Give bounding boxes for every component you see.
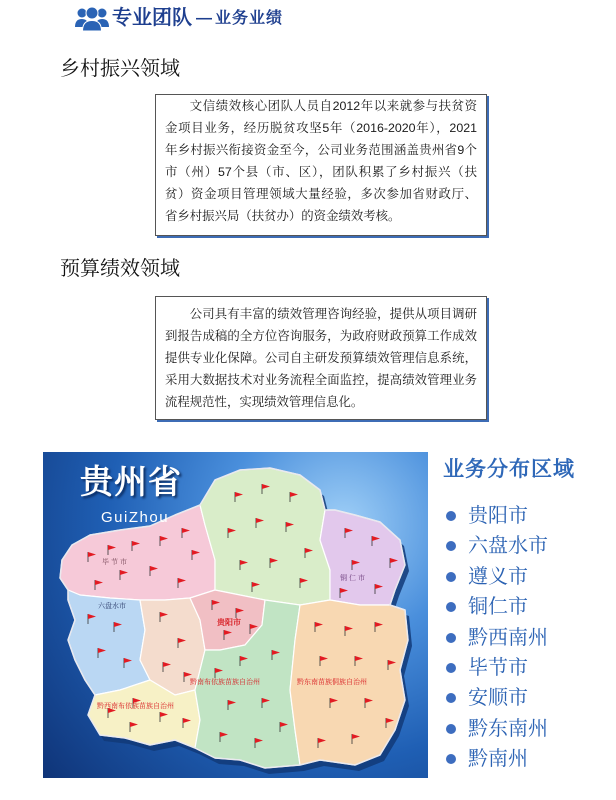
distribution-item-label: 黔东南州 bbox=[468, 717, 548, 740]
distribution-item-label: 六盘水市 bbox=[468, 535, 548, 558]
distribution-item-label: 贵阳市 bbox=[468, 504, 528, 527]
paragraph-line: 到报告成稿的全方位咨询服务，为政府财政预算工作成效 bbox=[165, 329, 477, 343]
budget-performance-textbox bbox=[155, 296, 487, 420]
paragraph-line: 文信绩效核心团队人员自2012年以来就参与扶贫资 bbox=[189, 99, 477, 113]
paragraph-line: 省乡村振兴局（扶贫办）的资金绩效考核。 bbox=[165, 209, 401, 223]
distribution-item-label: 铜仁市 bbox=[468, 596, 528, 619]
distribution-item-label: 安顺市 bbox=[468, 687, 528, 710]
map-subtitle: GuiZhou bbox=[101, 509, 170, 526]
distribution-item bbox=[443, 622, 548, 652]
distribution-item-label: 毕节市 bbox=[468, 656, 528, 679]
distribution-item-label: 黔西南州 bbox=[468, 626, 548, 649]
dot-icon bbox=[446, 633, 456, 643]
paragraph-line: 公司具有丰富的绩效管理咨询经验，提供从项目调研 bbox=[189, 307, 477, 321]
distribution-title: 业务分布区域 bbox=[443, 458, 575, 481]
region-tongren bbox=[320, 510, 405, 605]
rural-revitalization-textbox bbox=[155, 94, 487, 236]
distribution-item-label: 遵义市 bbox=[468, 565, 528, 588]
dot-icon bbox=[446, 663, 456, 673]
region-zunyi bbox=[200, 468, 330, 605]
distribution-item bbox=[443, 744, 548, 774]
map-label-qianxinan: 黔西南布依族苗族自治州 bbox=[97, 703, 174, 710]
paragraph-line: 贫）资金项目管理领域大量经验，多次参加省财政厅、 bbox=[165, 187, 477, 201]
distribution-list bbox=[443, 501, 548, 775]
map-label-tongren: 铜仁市 bbox=[340, 575, 367, 582]
section-title: 专业团队 bbox=[112, 7, 192, 29]
heading-rural-revitalization: 乡村振兴领域 bbox=[60, 58, 180, 80]
dot-icon bbox=[446, 602, 456, 612]
dot-icon bbox=[446, 572, 456, 582]
paragraph-line: 年乡村振兴衔接资金至今，公司业务范围涵盖贵州省9个 bbox=[165, 143, 477, 157]
map-label-qiandongnan: 黔东南苗族侗族自治州 bbox=[297, 679, 367, 686]
map-title: 贵州省 bbox=[80, 463, 182, 500]
team-icon bbox=[75, 5, 109, 31]
paragraph-line: 流程规范性，实现绩效管理信息化。 bbox=[165, 395, 364, 409]
dot-icon bbox=[446, 724, 456, 734]
title-separator: — bbox=[196, 10, 212, 27]
map-label-qiannan: 黔南布依族苗族自治州 bbox=[190, 679, 260, 686]
distribution-item bbox=[443, 592, 548, 622]
distribution-item bbox=[443, 653, 548, 683]
distribution-item bbox=[443, 562, 548, 592]
paragraph-line: 提供专业化保障。公司自主研发预算绩效管理信息系统， bbox=[165, 351, 477, 365]
guizhou-map bbox=[43, 452, 428, 778]
dot-icon bbox=[446, 541, 456, 551]
map-label-liupanshui: 六盘水市 bbox=[98, 603, 126, 610]
distribution-item bbox=[443, 683, 548, 713]
section-subtitle: 业务业绩 bbox=[215, 10, 284, 27]
heading-budget-performance: 预算绩效领域 bbox=[60, 258, 180, 280]
distribution-item-label: 黔南州 bbox=[468, 748, 528, 771]
paragraph-line: 采用大数据技术对业务流程全面监控，提高绩效管理业务 bbox=[165, 373, 477, 387]
distribution-item bbox=[443, 714, 548, 744]
map-label-guiyang: 贵阳市 bbox=[217, 618, 241, 627]
distribution-item bbox=[443, 531, 548, 561]
dot-icon bbox=[446, 511, 456, 521]
dot-icon bbox=[446, 754, 456, 764]
map-label-bijie: 毕节市 bbox=[102, 559, 129, 566]
dot-icon bbox=[446, 693, 456, 703]
distribution-item bbox=[443, 501, 548, 531]
paragraph-line: 金项目业务，经历脱贫攻坚5年（2016-2020年），2021 bbox=[165, 121, 477, 135]
paragraph-line: 市（州）57个县（市、区），团队积累了乡村振兴（扶 bbox=[165, 165, 477, 179]
